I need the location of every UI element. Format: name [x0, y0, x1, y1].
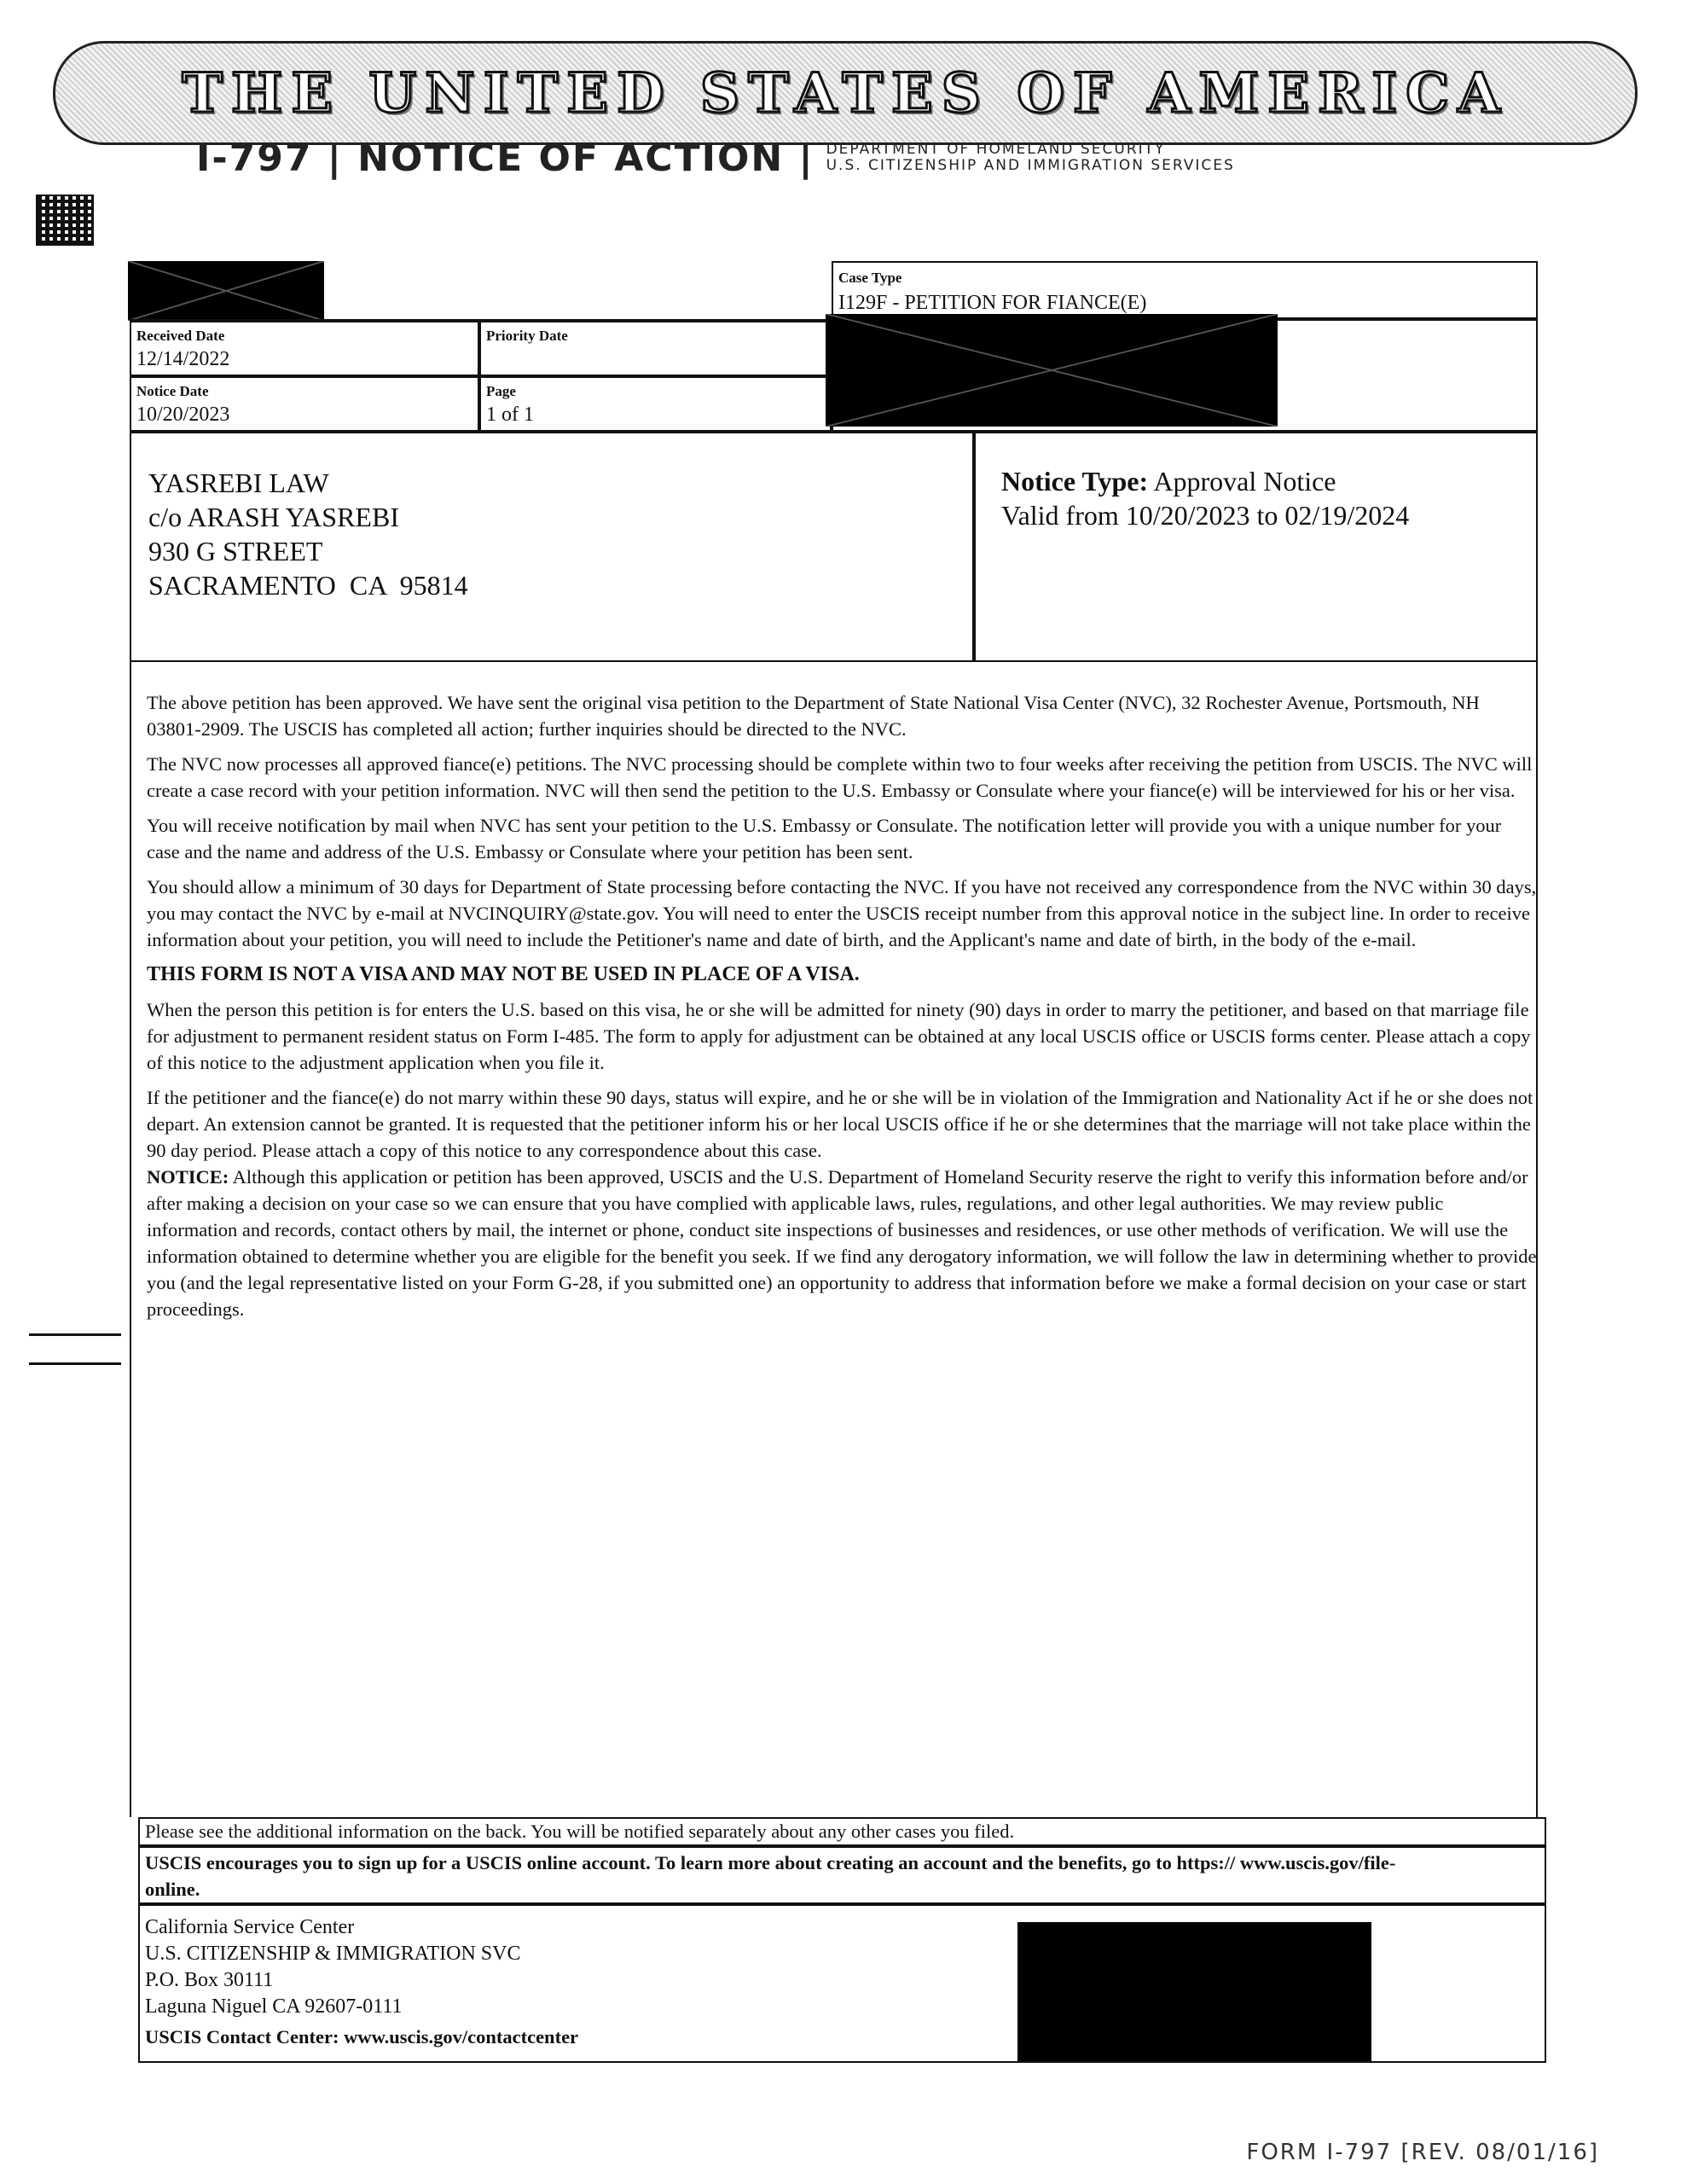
center-line-2: U.S. CITIZENSHIP & IMMIGRATION SVC — [145, 1943, 521, 1965]
received-date-value: 12/14/2022 — [136, 348, 230, 370]
page-box — [479, 376, 832, 432]
not-a-visa-warning: THIS FORM IS NOT A VISA AND MAY NOT BE USED IN PLACE OF A VISA. — [147, 963, 860, 985]
notice-type-value: Approval Notice — [1153, 466, 1336, 497]
center-line-4: Laguna Niguel CA 92607-0111 — [145, 1995, 403, 2018]
additional-info-box — [138, 1817, 1546, 1846]
body-paragraph-3: You will receive notification by mail when NVC has sent your petition to the U.S. Embassy or Consulate. The notification letter will provide you with a unique number for your case and the name and address of the U.S. Embassy or Consulate where your petition has been sent. — [147, 815, 1502, 863]
received-date-box — [130, 321, 479, 376]
fold-mark — [29, 1333, 121, 1336]
notice-label: NOTICE: — [147, 1166, 229, 1188]
dept-line-2: U.S. CITIZENSHIP AND IMMIGRATION SERVICES — [826, 157, 1235, 174]
form-header — [196, 132, 1235, 183]
notice-date-label: Notice Date — [136, 383, 209, 399]
body-paragraph-7: If the petitioner and the fiance(e) do not marry within these 90 days, status will expire, and he or she will be in violation of the Immigration and Nationality Act if he or she does not depart. An extension cannot be granted. It is requested that the petitioner inform his or her local USCIS office if he or she determines that the marriage will not take place within the 90 day period. Please attach a copy of this notice to any correspondence about this case. — [147, 1087, 1533, 1161]
header-banner — [53, 41, 1638, 145]
dept-block — [826, 142, 1235, 174]
notice-date-box — [130, 376, 479, 432]
address-line-2: c/o ARASH YASREBI — [148, 502, 399, 532]
notice-type-box — [974, 432, 1538, 662]
mailing-address — [148, 466, 468, 602]
dept-line-1: DEPARTMENT OF HOMELAND SECURITY — [826, 141, 1166, 158]
barcode-icon — [36, 195, 94, 246]
priority-date-label: Priority Date — [486, 328, 568, 344]
body-paragraph-4: You should allow a minimum of 30 days for Department of State processing before contacting the NVC. If you have not received any correspondence from the NVC within 30 days, you may contact the NVC by e-mail at NVCINQUIRY@state.gov. You will need to enter the USCIS receipt number from this approval notice in the subject line. In order to receive information about your petition, you will need to include the Petitioner's name and date of birth, and the Applicant's name and date of birth, in the body of the e-mail. — [147, 876, 1537, 950]
case-type-label: Case Type — [838, 270, 902, 286]
notice-date-value: 10/20/2023 — [136, 404, 230, 426]
case-type-box — [832, 261, 1538, 319]
body-paragraph-8 — [147, 1164, 1537, 1322]
received-date-label: Received Date — [136, 328, 225, 344]
form-revision: FORM I-797 [REV. 08/01/16] — [1246, 2140, 1599, 2165]
case-type-value: I129F - PETITION FOR FIANCE(E) — [838, 292, 1147, 314]
page-label: Page — [486, 383, 516, 399]
address-line-3: 930 G STREET — [148, 536, 323, 566]
notice-type-label: Notice Type: — [1001, 466, 1149, 497]
additional-info-text: Please see the additional information on the back. You will be notified separately about any other cases you filed. — [145, 1821, 1015, 1842]
body-paragraph-6: When the person this petition is for enters the U.S. based on this visa, he or she will be admitted for ninety (90) days in order to marry the petitioner, and based on that marriage file for adjustment to permanent resident status on Form I-485. The form to apply for adjustment can be obtained at any local USCIS office or USCIS forms center. Please attach a copy of this notice to the adjustment application when you file it. — [147, 999, 1531, 1073]
page-value: 1 of 1 — [486, 404, 534, 426]
redacted-beneficiary — [826, 314, 1278, 427]
redacted-barcode — [1017, 1922, 1371, 2061]
banner-title: THE UNITED STATES OF AMERICA — [182, 61, 1509, 125]
online-account-text: USCIS encourages you to sign up for a USCIS online account. To learn more about creating an account and the benefits, go to https:// www.uscis.gov/file-online. — [145, 1852, 1396, 1900]
notice-body — [147, 689, 1537, 1331]
fold-mark — [29, 1362, 121, 1365]
body-paragraph-1: The above petition has been approved. We have sent the original visa petition to the Department of State National Visa Center (NVC), 32 Rochester Avenue, Portsmouth, NH 03801-2909. The USCIS has completed all action; further inquiries should be directed to the NVC. — [147, 692, 1480, 740]
notice-text: Although this application or petition has been approved, USCIS and the U.S. Department of Homeland Security reserve the right to verify this information before and/or after making a decision on your case so we can ensure that you have complied with applicable laws, rules, regulations, and other legal authorities. We may review public information and records, contact others by mail, the internet or phone, conduct site inspections of businesses and residences, or use other methods of verification. We will use the information obtained to determine whether you are eligible for the benefit you seek. If we find any derogatory information, we will follow the law in determining whether to provide you (and the legal representative listed on your Form G-28, if you submitted one) an opportunity to address that information before we make a formal decision on your case or start proceedings. — [147, 1166, 1537, 1320]
address-box — [130, 432, 974, 662]
priority-date-box — [479, 321, 832, 376]
redacted-receipt-number — [128, 261, 324, 321]
validity-period: Valid from 10/20/2023 to 02/19/2024 — [1001, 500, 1410, 531]
address-line-1: YASREBI LAW — [148, 468, 329, 498]
center-line-1: California Service Center — [145, 1916, 355, 1938]
service-center-address — [145, 1914, 578, 2050]
form-title: I-797 | NOTICE OF ACTION | — [196, 136, 815, 180]
notice-type — [1001, 464, 1409, 532]
address-line-4: SACRAMENTO CA 95814 — [148, 570, 468, 601]
body-paragraph-2: The NVC now processes all approved fiance(e) petitions. The NVC processing should be complete within two to four weeks after receiving the petition from USCIS. The NVC will create a case record with your petition information. NVC will then send the petition to the U.S. Embassy or Consulate where your fiance(e) will be interviewed for his or her visa. — [147, 753, 1533, 801]
center-line-3: P.O. Box 30111 — [145, 1969, 274, 1991]
contact-center: USCIS Contact Center: www.uscis.gov/contactcenter — [145, 2026, 579, 2048]
online-account-box — [138, 1846, 1546, 1904]
